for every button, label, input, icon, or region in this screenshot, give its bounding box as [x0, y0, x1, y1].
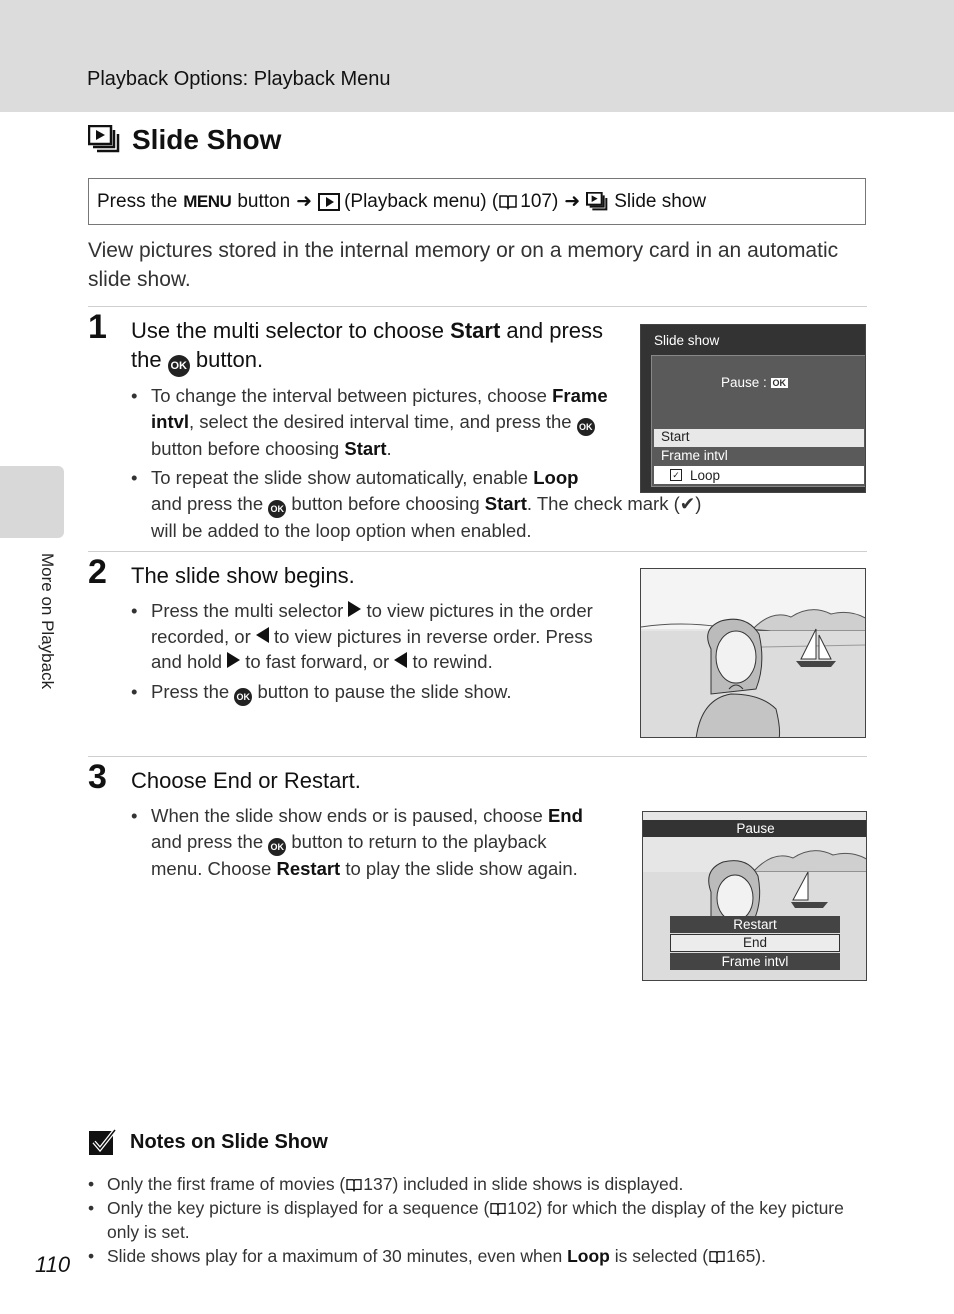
path-ref: 107) [520, 190, 559, 212]
header-band [0, 0, 954, 112]
list-item [131, 465, 706, 543]
ok-button-icon: OK [577, 418, 595, 436]
step3-bullets [131, 803, 601, 885]
text: to view pictures in reverse order. Press and hold [151, 625, 593, 672]
text: button before choosing [291, 492, 480, 514]
text: 165). [726, 1246, 766, 1266]
text: to play the slide show again. [345, 857, 578, 879]
slideshow-icon [586, 192, 608, 212]
path-button: button [237, 190, 291, 212]
check-mark-icon: ✔ [679, 492, 696, 514]
ok-button-icon: OK [268, 500, 286, 518]
pause-text: Pause : [721, 375, 767, 390]
text: button before choosing [151, 437, 340, 459]
screen-title: Slide show [654, 333, 720, 348]
right-arrow-icon [227, 652, 240, 668]
reference-icon [345, 1178, 363, 1192]
text: 102) for which the display of the key picture only is set. [107, 1198, 844, 1242]
step-heading-bold: Start [450, 318, 501, 343]
arrow-right-icon: ➜ [564, 191, 581, 212]
bold-text: Start [344, 437, 387, 459]
menu-item-end[interactable]: End [670, 934, 840, 952]
slideshow-icon [88, 125, 120, 155]
menu-item-restart[interactable]: Restart [670, 916, 840, 933]
list-item [131, 803, 601, 881]
step-number: 3 [88, 758, 107, 796]
step-heading-text: button. [195, 347, 264, 372]
text: Slide shows play for a maximum of 30 minutes, even when [107, 1246, 563, 1266]
step-number: 1 [88, 308, 107, 346]
reference-icon [489, 1202, 507, 1216]
page-number: 110 [35, 1252, 71, 1277]
ok-button-icon: OK [268, 838, 286, 856]
note-check-icon [88, 1128, 118, 1156]
text: To repeat the slide show automatically, enable [151, 467, 529, 488]
menu-item-start[interactable]: Start [654, 429, 864, 447]
path-slide-show: Slide show [614, 190, 707, 212]
menu-item-loop[interactable] [654, 466, 864, 484]
bold-text: Restart [276, 857, 341, 879]
playback-icon [318, 193, 340, 211]
text: Only the key picture is displayed for a sequence ( [107, 1198, 490, 1218]
bold-text: Frame intvl [151, 385, 608, 432]
text: to rewind. [412, 651, 493, 672]
text: to fast forward, or [245, 651, 390, 672]
path-playback-menu: (Playback menu) ( [344, 190, 499, 212]
menu-item-frame-intvl[interactable]: Frame intvl [670, 953, 840, 970]
list-item [131, 679, 611, 706]
bold-text: Start [484, 492, 527, 514]
notes-list [88, 1172, 868, 1268]
menu-item-frame-intvl[interactable]: Frame intvl [654, 448, 864, 466]
page-title: Slide Show [132, 124, 282, 155]
side-tab-label: More on Playback [38, 553, 57, 690]
left-arrow-icon [394, 652, 407, 668]
notes-title: Notes on Slide Show [130, 1130, 328, 1153]
step-number: 2 [88, 553, 107, 591]
text: , select the desired interval time, and press the [189, 410, 572, 432]
step2-bullets [131, 598, 611, 710]
side-tab [0, 466, 64, 538]
step-heading-text: and press the [131, 318, 604, 372]
text: button to return to the playback menu. Choose [151, 830, 547, 879]
text: Press the multi selector [151, 600, 344, 621]
camera-screen-photo [640, 568, 866, 738]
step1-bullets [131, 383, 711, 547]
reference-icon [498, 194, 518, 210]
menu-glyph: MENU [183, 191, 232, 211]
text: . The check mark ( [526, 492, 680, 514]
text: ) will be added to the loop option when enabled. [151, 492, 702, 541]
loop-label: Loop [690, 467, 721, 483]
right-arrow-icon [348, 601, 361, 617]
divider [88, 306, 867, 307]
path-press: Press the [97, 190, 178, 212]
list-item [131, 598, 611, 675]
bold-text: Loop [533, 467, 579, 488]
list-item [88, 1244, 868, 1268]
left-arrow-icon [256, 627, 269, 643]
text: . [386, 437, 392, 459]
ok-button-icon: OK [168, 355, 190, 377]
text: and press the [151, 830, 264, 852]
divider [88, 756, 867, 757]
page-title-row [88, 124, 281, 156]
list-item [88, 1196, 868, 1244]
step-heading: Choose End or Restart. [131, 768, 361, 793]
list-item [131, 383, 631, 461]
section-header: Playback Options: Playback Menu [87, 68, 391, 90]
arrow-right-icon: ➜ [296, 191, 313, 212]
text: is selected ( [614, 1246, 709, 1266]
bold-text: End [547, 805, 583, 826]
bold-text: Loop [567, 1246, 610, 1266]
step-heading: The slide show begins. [131, 563, 355, 588]
step-heading [131, 316, 611, 377]
intro-text: View pictures stored in the internal memory or on a memory card in an automatic slide show. [88, 239, 839, 291]
text: and press the [151, 492, 264, 514]
camera-screen-slideshow-menu [640, 324, 866, 493]
menu-path-box [88, 178, 866, 225]
checkbox-checked-icon: ✓ [670, 469, 682, 481]
divider [88, 551, 867, 552]
ok-button-icon: OK [234, 688, 252, 706]
list-item [88, 1172, 868, 1196]
woman-photo-illustration [641, 569, 866, 738]
text: When the slide show ends or is paused, choose [151, 805, 543, 826]
text: Only the first frame of movies ( [107, 1174, 346, 1194]
step-heading-text: Use the multi selector to choose [131, 318, 445, 343]
reference-icon [708, 1250, 726, 1264]
camera-screen-pause-menu [642, 811, 867, 981]
pause-title-bar: Pause [643, 820, 867, 837]
text: button to pause the slide show. [257, 680, 512, 702]
text: to view pictures in the order recorded, or [151, 600, 593, 647]
ok-icon: OK [772, 378, 787, 388]
pause-label [721, 375, 788, 390]
text: To change the interval between pictures, choose [151, 385, 547, 406]
notes-heading [88, 1128, 328, 1156]
text: 137) included in slide shows is displayed. [363, 1174, 684, 1194]
text: Press the [151, 680, 230, 702]
